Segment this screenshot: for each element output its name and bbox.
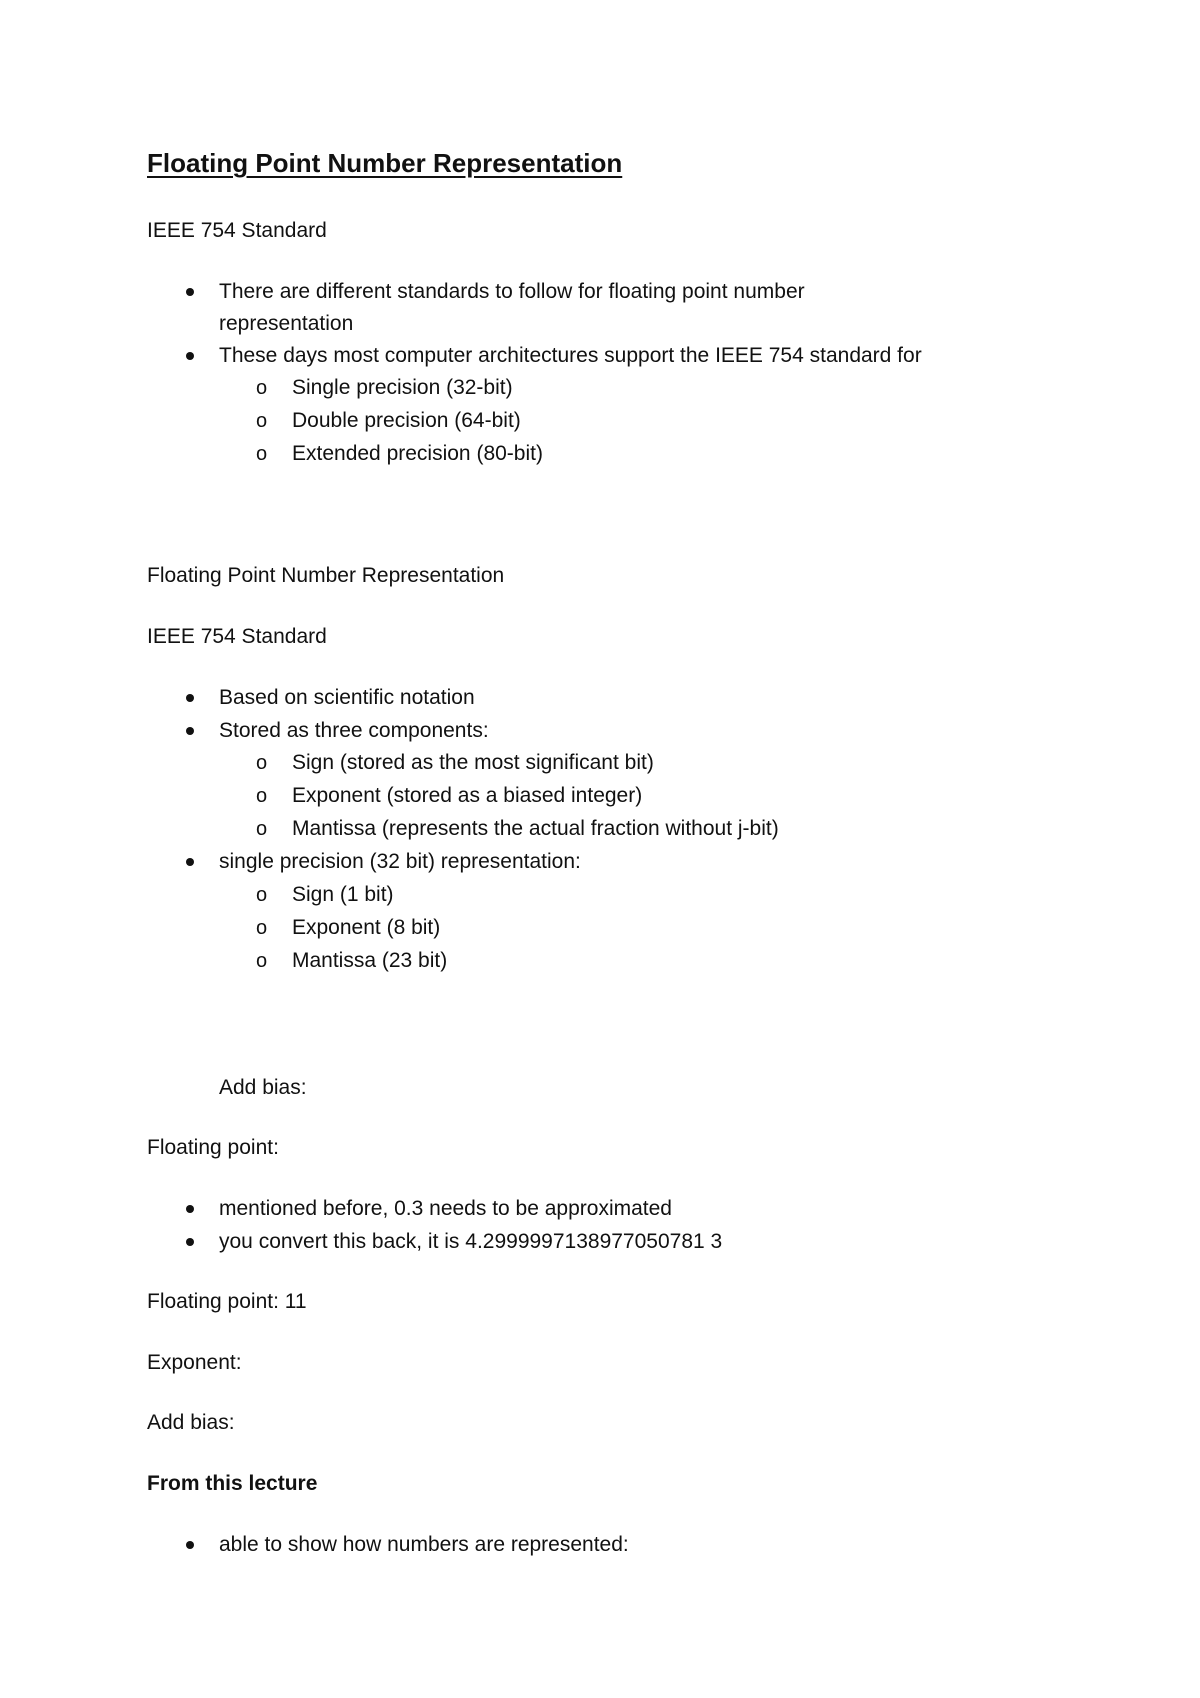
bullet-icon xyxy=(186,1541,194,1549)
list-item-continuation: representation xyxy=(219,312,354,335)
sub-bullet-icon: o xyxy=(256,785,268,807)
list-item: you convert this back, it is 4.2999997138977050781 3 xyxy=(219,1230,723,1253)
sub-bullet-icon: o xyxy=(256,818,268,840)
bullet-icon xyxy=(186,694,194,702)
section-subtitle: IEEE 754 Standard xyxy=(147,219,327,242)
sub-bullet-icon: o xyxy=(256,950,268,972)
bullet-icon xyxy=(186,727,194,735)
sub-bullet-icon: o xyxy=(256,917,268,939)
sub-list-item: Exponent (8 bit) xyxy=(292,916,441,939)
sub-list-item: Mantissa (23 bit) xyxy=(292,949,448,972)
floating-point-label: Floating point: xyxy=(147,1136,279,1159)
section-subtitle: IEEE 754 Standard xyxy=(147,625,327,648)
list-item: Stored as three components: xyxy=(219,719,489,742)
list-item: Based on scientific notation xyxy=(219,686,475,709)
bullet-icon xyxy=(186,1205,194,1213)
sub-list-item: Exponent (stored as a biased integer) xyxy=(292,784,643,807)
sub-bullet-icon: o xyxy=(256,884,268,906)
floating-point-11: Floating point: 11 xyxy=(147,1290,307,1313)
list-item: able to show how numbers are represented: xyxy=(219,1533,629,1556)
sub-bullet-icon: o xyxy=(256,410,268,432)
exponent-label: Exponent: xyxy=(147,1351,242,1374)
sub-list-item: Sign (stored as the most significant bit) xyxy=(292,751,654,774)
bullet-icon xyxy=(186,858,194,866)
list-item: These days most computer architectures support the IEEE 754 standard for xyxy=(219,344,922,367)
sub-list-item: Single precision (32-bit) xyxy=(292,376,513,399)
page-title: Floating Point Number Representation xyxy=(147,148,623,178)
list-item: mentioned before, 0.3 needs to be approximated xyxy=(219,1197,672,1220)
bullet-icon xyxy=(186,1238,194,1246)
list-item: single precision (32 bit) representation: xyxy=(219,850,581,873)
sub-bullet-icon: o xyxy=(256,377,268,399)
list-item: There are different standards to follow for floating point number xyxy=(219,280,805,303)
lecture-heading: From this lecture xyxy=(147,1472,318,1495)
bullet-icon xyxy=(186,288,194,296)
sub-list-item: Extended precision (80-bit) xyxy=(292,442,543,465)
add-bias-label: Add bias: xyxy=(147,1411,235,1434)
sub-list-item: Double precision (64-bit) xyxy=(292,409,521,432)
sub-bullet-icon: o xyxy=(256,443,268,465)
section-heading: Floating Point Number Representation xyxy=(147,564,505,587)
add-bias-indented: Add bias: xyxy=(219,1076,307,1099)
bullet-icon xyxy=(186,352,194,360)
sub-list-item: Sign (1 bit) xyxy=(292,883,394,906)
sub-bullet-icon: o xyxy=(256,752,268,774)
sub-list-item: Mantissa (represents the actual fraction without j-bit) xyxy=(292,817,779,840)
